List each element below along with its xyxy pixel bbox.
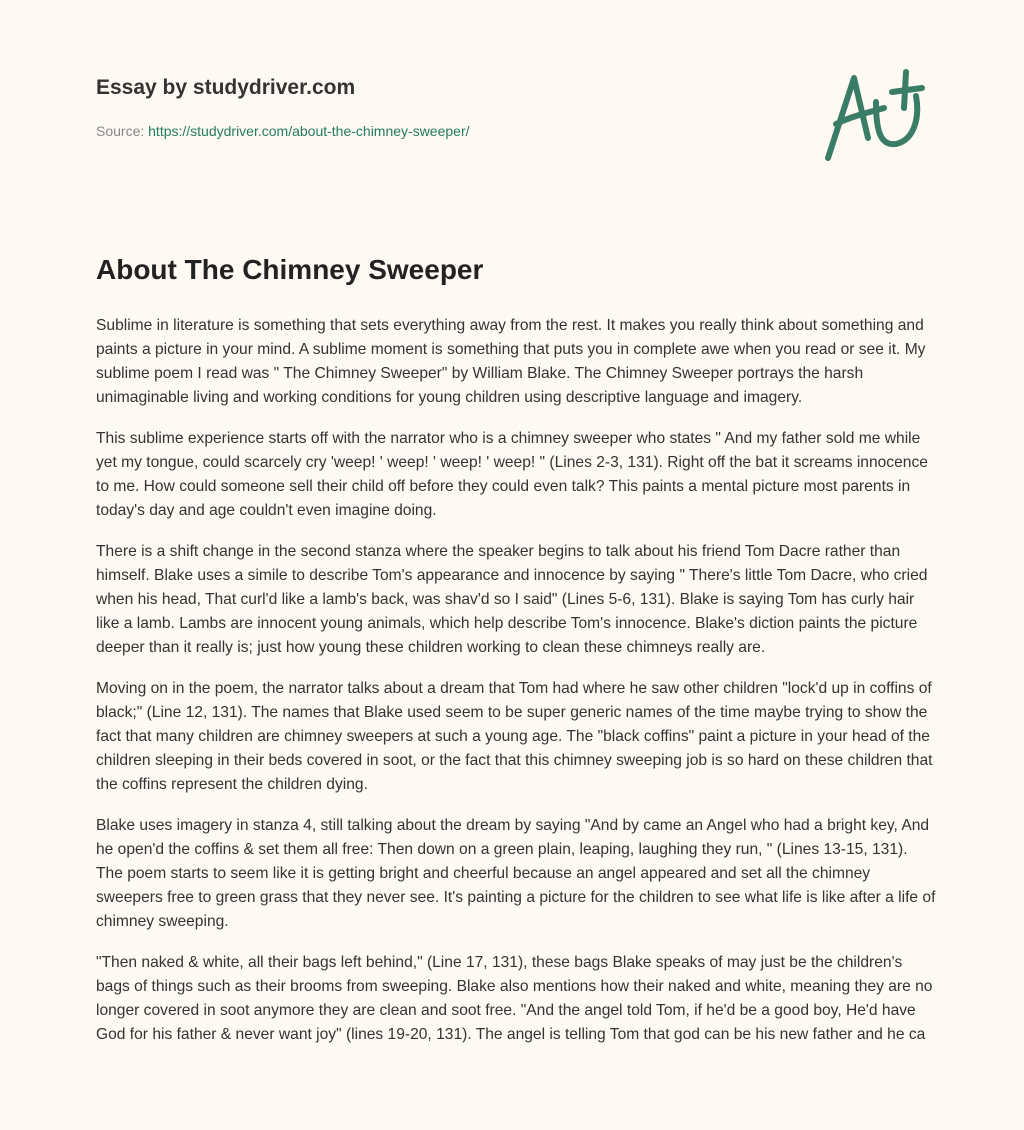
source-link[interactable]: https://studydriver.com/about-the-chimney-sweeper/ — [148, 123, 470, 139]
a-plus-logo-icon — [818, 68, 928, 166]
essay-body — [96, 314, 938, 1064]
paragraph: Moving on in the poem, the narrator talks about a dream that Tom had where he saw other children "lock'd up in coffins of black;" (Line 12, 131). The names that Blake used seem to be super generic names of the time maybe trying to show the fact that many children are chimney sweepers at such a young age. The "black coffins" paint a picture in your head of the children sleeping in their beds covered in soot, or the fact that this chimney sweeping job is so hard on these children that the coffins represent the children dying. — [96, 680, 933, 793]
paragraph: "Then naked & white, all their bags left behind," (Line 17, 131), these bags Blake speaks of may just be the children's bags of things such as their brooms from sweeping. Blake also mentions how their naked and white, meaning they are no longer covered in soot anymore they are clean and soot free. "And the angel told Tom, if he'd be a good boy, He'd have God for his father & never want joy" (lines 19-20, 131). The angel is telling Tom that god can be his new father and he ca — [96, 954, 933, 1043]
paragraph: Blake uses imagery in stanza 4, still talking about the dream by saying "And by came an Angel who had a bright key, And he open'd the coffins & set them all free: Then down on a green plain, leaping, laughing they run, " (Lines 13-15, 131). The poem starts to seem like it is getting bright and cheerful because an angel appeared and set all the chimney sweepers free to green grass that they never see. It's painting a picture for the children to see what life is like after a life of chimney sweeping. — [96, 817, 936, 930]
page-title: About The Chimney Sweeper — [96, 254, 484, 285]
source-line — [96, 123, 470, 139]
paragraph: This sublime experience starts off with the narrator who is a chimney sweeper who states " And my father sold me while yet my tongue, could scarcely cry 'weep! ' weep! ' weep! ' weep! " (Lines 2-3, 131). Right off the bat it screams innocence to me. How could someone sell their child off before they could even talk? This paints a mental picture most parents in today's day and age couldn't even imagine doing. — [96, 430, 928, 519]
site-brand: Essay by studydriver.com — [96, 76, 356, 99]
source-label: Source: — [96, 123, 145, 139]
paragraph: There is a shift change in the second stanza where the speaker begins to talk about his friend Tom Dacre rather than himself. Blake uses a simile to describe Tom's appearance and innocence by saying " There's little Tom Dacre, who cried when his head, That curl'd like a lamb's back, was shav'd so I said" (Lines 5-6, 131). Blake is saying Tom has curly hair like a lamb. Lambs are innocent young animals, which help describe Tom's innocence. Blake's diction paints the picture deeper than it really is; just how young these children working to clean these chimneys really are. — [96, 543, 928, 656]
paragraph: Sublime in literature is something that sets everything away from the rest. It makes you really think about something and paints a picture in your mind. A sublime moment is something that puts you in complete awe when you read or see it. My sublime poem I read was " The Chimney Sweeper" by William Blake. The Chimney Sweeper portrays the harsh unimaginable living and working conditions for young children using descriptive language and imagery. — [96, 317, 926, 406]
